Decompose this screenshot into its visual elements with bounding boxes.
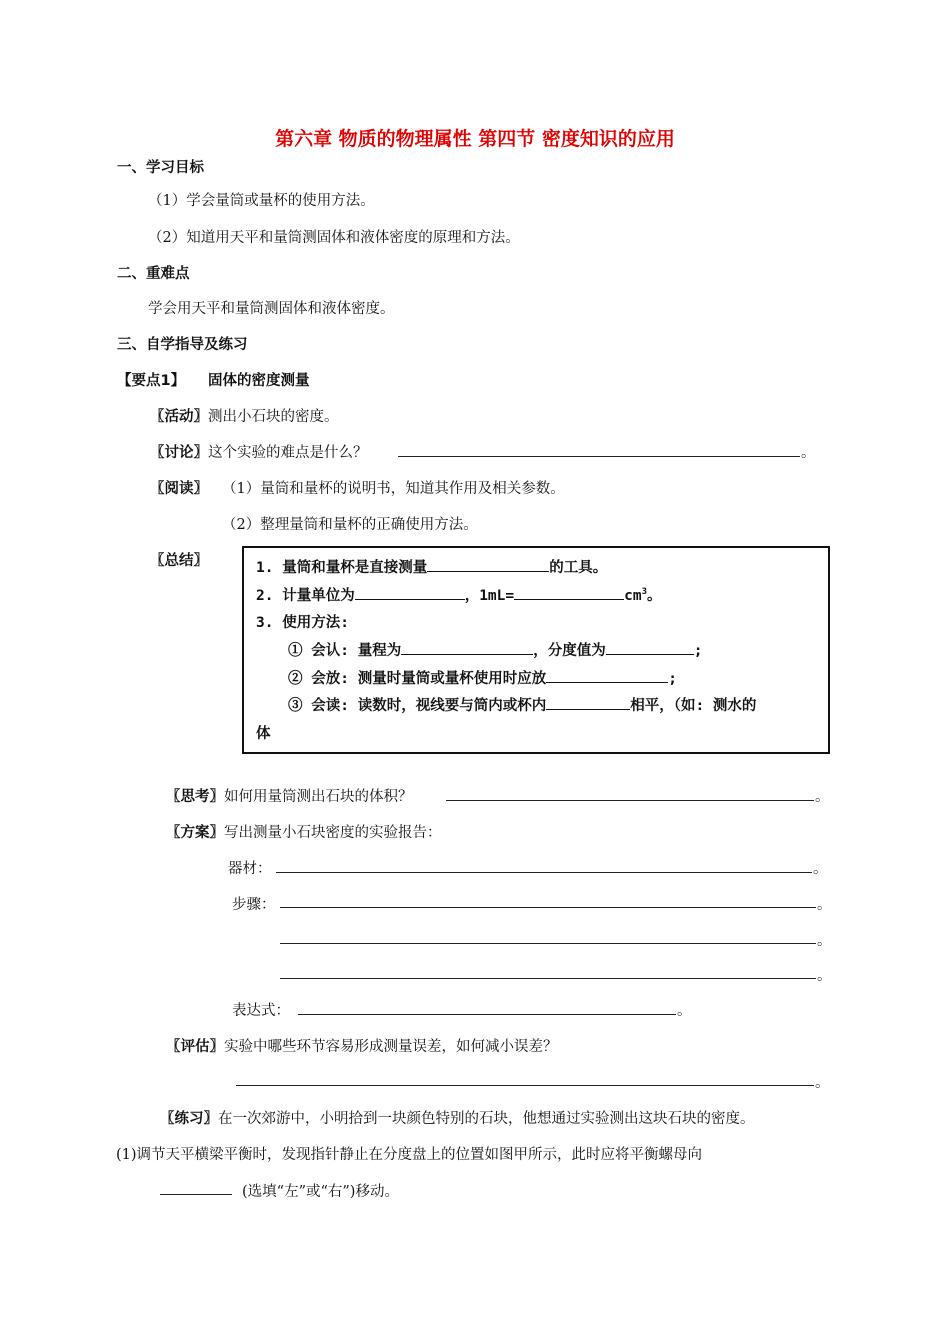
objective-item-1: （1）学会量筒或量杯的使用方法。 bbox=[148, 193, 375, 209]
discuss-line bbox=[150, 441, 368, 462]
practice-question-1: (1)调节天平横梁平衡时，发现指针静止在分度盘上的位置如图甲所示，此时应将平衡螺母向 bbox=[116, 1147, 703, 1163]
summary-l2-sup: 3 bbox=[641, 587, 648, 598]
summary-l2c: cm bbox=[624, 588, 642, 604]
activity-tag: 〖活动〗 bbox=[150, 409, 208, 425]
point1-tag: 【要点1】 bbox=[117, 373, 186, 389]
evaluate-text: 实验中哪些环节容易形成测量误差，如何减小误差？ bbox=[224, 1039, 558, 1055]
practice-line bbox=[160, 1107, 755, 1128]
summary-l4c: ; bbox=[693, 643, 703, 659]
summary-l1a: 1. 量筒和量杯是直接测量 bbox=[256, 560, 428, 576]
think-line bbox=[166, 785, 413, 806]
evaluate-line bbox=[166, 1035, 558, 1056]
read-item-1: （1）量筒和量杯的说明书，知道其作用及相关参数。 bbox=[222, 481, 565, 497]
blank-reading-level[interactable] bbox=[546, 695, 630, 710]
summary-l5b: ; bbox=[668, 671, 677, 687]
blank-measure-quantity[interactable] bbox=[427, 557, 549, 572]
summary-l5a: ② 会放: 测量时量筒或量杯使用时应放 bbox=[288, 671, 547, 687]
blank-unit[interactable] bbox=[355, 585, 465, 600]
activity-text: 测出小石块的密度。 bbox=[208, 409, 339, 425]
summary-l2d: 。 bbox=[647, 588, 662, 604]
summary-tag-text: 〖总结〗 bbox=[150, 553, 208, 569]
practice-question-1b: (选填“左”或“右”)移动。 bbox=[242, 1184, 399, 1200]
blank-ml-conversion[interactable] bbox=[514, 585, 624, 600]
steps-blank-2[interactable] bbox=[280, 943, 816, 944]
steps-blank-1[interactable] bbox=[280, 907, 816, 908]
think-tag: 〖思考〗 bbox=[166, 789, 224, 805]
evaluate-end: 。 bbox=[815, 1075, 830, 1091]
summary-line-1 bbox=[256, 556, 607, 577]
think-end: 。 bbox=[815, 789, 830, 805]
summary-line-6 bbox=[288, 694, 756, 715]
read-item-2: （2）整理量筒和量杯的正确使用方法。 bbox=[222, 517, 478, 533]
equipment-blank[interactable] bbox=[276, 872, 812, 873]
steps-end-1: 。 bbox=[817, 897, 832, 913]
evaluate-answer-blank[interactable] bbox=[236, 1085, 814, 1086]
section1-heading: 一、学习目标 bbox=[117, 160, 204, 176]
summary-l4a: ① 会认: 量程为 bbox=[288, 643, 402, 659]
plan-tag: 〖方案〗 bbox=[166, 825, 224, 841]
summary-line-2 bbox=[256, 584, 662, 605]
summary-tag bbox=[150, 549, 208, 570]
evaluate-tag: 〖评估〗 bbox=[166, 1039, 224, 1055]
equipment-end: 。 bbox=[813, 861, 828, 877]
steps-blank-3[interactable] bbox=[280, 978, 816, 979]
steps-label: 步骤： bbox=[232, 897, 276, 913]
summary-l2a: 2. 计量单位为 bbox=[256, 588, 355, 604]
plan-line bbox=[166, 821, 442, 842]
key-point-text: 学会用天平和量筒测固体和液体密度。 bbox=[148, 301, 395, 317]
blank-division[interactable] bbox=[606, 640, 694, 655]
practice-text: 在一次郊游中，小明拾到一块颜色特别的石块，他想通过实验测出这块石块的密度。 bbox=[218, 1111, 755, 1127]
summary-l1b: 的工具。 bbox=[549, 560, 608, 576]
blank-placement[interactable] bbox=[546, 668, 668, 683]
summary-l6b: 相平，（如: 测水的 bbox=[630, 698, 757, 714]
plan-text: 写出测量小石块密度的实验报告： bbox=[224, 825, 442, 841]
summary-l2b: ，1mL= bbox=[464, 588, 515, 604]
steps-end-3: 。 bbox=[817, 968, 832, 984]
practice-tag: 〖练习〗 bbox=[160, 1111, 218, 1127]
think-text: 如何用量筒测出石块的体积？ bbox=[224, 789, 413, 805]
section2-heading: 二、重难点 bbox=[117, 266, 190, 282]
think-answer-blank[interactable] bbox=[446, 800, 814, 801]
expression-end: 。 bbox=[677, 1003, 692, 1019]
summary-line-5 bbox=[288, 667, 677, 688]
discuss-answer-blank[interactable] bbox=[398, 456, 800, 457]
discuss-end: 。 bbox=[801, 445, 816, 461]
read-tag: 〖阅读〗 bbox=[150, 481, 208, 497]
summary-l4b: ，分度值为 bbox=[533, 643, 606, 659]
objective-item-2: （2）知道用天平和量筒测固体和液体密度的原理和方法。 bbox=[148, 230, 520, 246]
summary-l6a: ③ 会读: 读数时，视线要与筒内或杯内 bbox=[288, 698, 547, 714]
summary-line-7: 体 bbox=[256, 726, 271, 742]
equipment-label: 器材： bbox=[228, 861, 272, 877]
summary-line-3: 3. 使用方法: bbox=[256, 615, 349, 631]
discuss-text: 这个实验的难点是什么？ bbox=[208, 445, 368, 461]
summary-line-4 bbox=[288, 639, 702, 660]
steps-end-2: 。 bbox=[817, 933, 832, 949]
expression-blank[interactable] bbox=[298, 1014, 676, 1015]
activity-line bbox=[150, 405, 339, 426]
page-title: 第六章 物质的物理属性 第四节 密度知识的应用 bbox=[275, 128, 675, 150]
expression-label: 表达式： bbox=[232, 1003, 290, 1019]
section3-heading: 三、自学指导及练习 bbox=[117, 337, 248, 353]
blank-range[interactable] bbox=[401, 640, 533, 655]
summary-box bbox=[242, 546, 830, 754]
read-line bbox=[150, 477, 208, 498]
discuss-tag: 〖讨论〗 bbox=[150, 445, 208, 461]
point1-title: 固体的密度测量 bbox=[208, 373, 310, 389]
practice-answer-blank[interactable] bbox=[160, 1194, 232, 1195]
